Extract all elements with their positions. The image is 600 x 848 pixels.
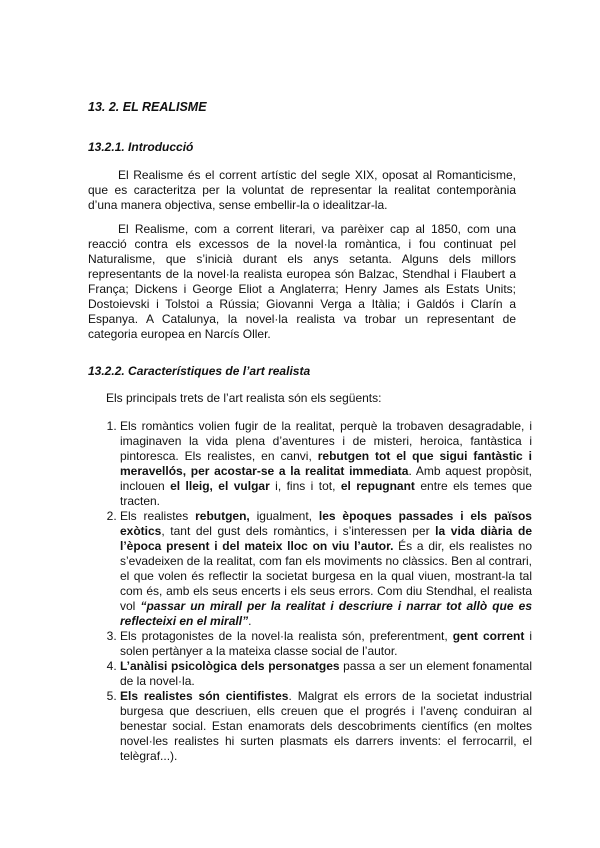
item-text: passa a ser un element fonamental de la novel·la. <box>120 659 533 688</box>
section-heading: 13. 2. EL REALISME <box>88 100 207 114</box>
item-bold: el lleig, el vulgar <box>170 479 270 493</box>
item-bold: la vida diària de l’època present i del mateix lloc on viu l’autor. <box>120 524 532 553</box>
item-text: Els protagonistes de la novel·la realista són, preferentment, <box>120 629 453 643</box>
item-text: Els realistes <box>120 509 196 523</box>
list-item <box>120 629 532 659</box>
features-lead: Els principals trets de l’art realista són els següents: <box>106 391 382 405</box>
stendhal-quote: “passar un mirall per la realitat i descriure i narrar tot allò que es reflecteixi en el mirall” <box>120 599 532 628</box>
item-text: entre els temes que tracten. <box>120 479 532 508</box>
item-text: , tant del gust dels romàntics, i s’interessen per <box>161 524 436 538</box>
features-heading: 13.2.2. Característiques de l’art realista <box>88 364 311 378</box>
list-item <box>120 419 532 509</box>
item-text: igualment, <box>249 509 319 523</box>
list-item <box>120 659 532 689</box>
item-text: És a dir, els realistes no s’evadeixen de la realitat, com fan els moviments no clàssics. Ben al contrari, el que volen és reflectir la societat burgesa en la qual viuen, mostrant-la tal com és, amb els seus encerts i els seus errors. Com diu Stendhal, el realista vol <box>120 539 532 613</box>
intro-paragraph-2: El Realisme, com a corrent literari, va parèixer cap al 1850, com una reacció contra els excessos de la novel·la romàntica, i fou continuat pel Naturalisme, que s’inicià durant els anys setanta. Alguns dels millors representants de la novel·la realista europea són Balzac, Stendhal i Flaubert a França; Dickens i George Eliot a Anglaterra; Henry James als Estats Units; Dostoievski i Tolstoi a Rússia; Giovanni Verga a Itàlia; i Galdós i Clarín a Espanya. A Catalunya, la novel·la realista va trobar un representant de categoria europea en Narcís Oller. <box>88 222 516 341</box>
item-text: . Malgrat els errors de la societat industrial burgesa que descriuen, ells creuen que el progrés i l’avenç conduiran al benestar social. Estan enamorats dels descobriments científics (en moltes novel·les realistes hi surten plasmats els darrers invents: el ferrocarril, el telègraf...). <box>120 689 532 763</box>
item-bold: rebutgen, <box>195 509 250 523</box>
list-item <box>120 689 532 764</box>
list-item <box>120 509 532 629</box>
item-text: i solen pertànyer a la mateixa classe social de l’autor. <box>120 629 532 658</box>
intro-heading: 13.2.1. Introducció <box>88 140 194 154</box>
item-bold: el repugnant <box>340 479 415 493</box>
item-bold: rebutgen tot el que sigui fantàstic i meravellós, per acostar-se a la realitat immediata <box>120 449 532 478</box>
item-bold: L’anàlisi psicològica dels personatges <box>120 659 340 673</box>
item-bold: Els realistes són cientifistes <box>120 689 289 703</box>
intro-paragraph-1: El Realisme és el corrent artístic del segle XIX, oposat al Romanticisme, que es caracteritza per la voluntat de representar la realitat contemporània d’una manera objectiva, sense embellir-la o idealitzar-la. <box>88 168 516 212</box>
item-bold: gent corrent <box>452 629 525 643</box>
item-text: . Amb aquest propòsit, inclouen <box>120 464 532 493</box>
item-text: Els romàntics volien fugir de la realitat, perquè la trobaven desagradable, i imaginaven la vida plena d’aventures i de misteri, heroica, fantàstica i pintoresca. Els realistes, en canvi, <box>120 419 532 463</box>
item-text: . <box>248 614 252 628</box>
item-text: i, fins i tot, <box>269 479 341 493</box>
features-list <box>104 419 532 764</box>
item-bold: les èpoques passades i els països exòtics <box>120 509 532 538</box>
